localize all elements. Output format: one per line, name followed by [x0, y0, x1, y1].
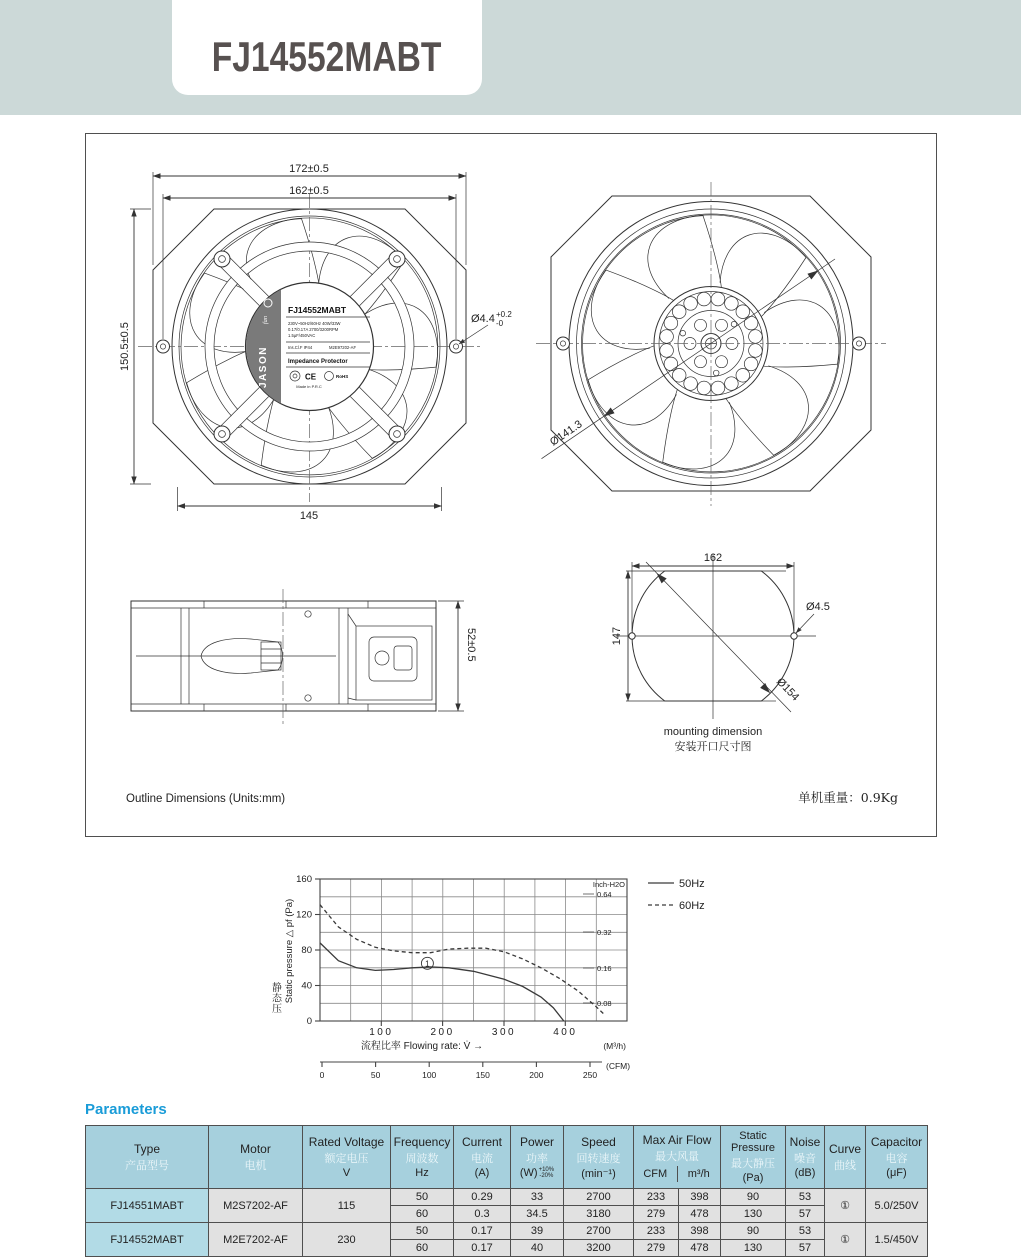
- cell: 53: [786, 1189, 825, 1206]
- cell: 3180: [564, 1206, 634, 1223]
- brand-prefix: fan: [262, 315, 269, 325]
- ce-mark: CE: [305, 372, 317, 382]
- cell: 50: [391, 1189, 454, 1206]
- mounting-dimension-drawing: [611, 552, 830, 753]
- cell: M2E7202-AF: [209, 1223, 303, 1257]
- outline-dimensions-panel: [85, 133, 937, 837]
- dim-outer-width: 172±0.5: [289, 163, 329, 175]
- cell: 34.5: [511, 1206, 564, 1223]
- mounting-dimensions: [611, 552, 830, 703]
- dim-inner-width: 162±0.5: [289, 185, 329, 197]
- col-current-header: Current 电流 (A): [454, 1126, 511, 1189]
- page-title: FJ14552MABT: [212, 33, 442, 80]
- col-capacitor-header: Capacitor 电容 (μF): [866, 1126, 928, 1189]
- cell: 279: [634, 1240, 679, 1257]
- rohs-mark: RoHS: [336, 374, 349, 379]
- col-noise-header: Noise 噪音 (dB): [786, 1126, 825, 1189]
- mounting-caption-zh: 安装开口尺寸图: [674, 741, 752, 753]
- table-row: [86, 1223, 928, 1240]
- y-tick: 40: [301, 980, 312, 992]
- nameplate-model: FJ14552MABT: [288, 305, 347, 315]
- dim-hole-dia: Ø4.4: [471, 313, 495, 325]
- col-voltage-header: Rated Voltage 额定电压 V: [303, 1126, 391, 1189]
- outline-drawing: [86, 134, 936, 836]
- x-axis-label: 流程比率 Flowing rate: V̇ →: [360, 1041, 484, 1052]
- legend-60hz-label: 60Hz: [679, 900, 705, 912]
- parameters-table: [85, 1125, 928, 1257]
- table-header-row: [86, 1126, 928, 1189]
- right-tick: 0.08: [597, 999, 612, 1008]
- cell: 60: [391, 1240, 454, 1257]
- cell-curve: ①: [825, 1223, 866, 1257]
- cell: 39: [511, 1223, 564, 1240]
- x-axis-unit: (M³/h): [603, 1041, 626, 1051]
- unit-weight-note: 单机重量：0.9Kg: [798, 790, 898, 805]
- cfm-axis-unit: (CFM): [606, 1061, 631, 1071]
- cell: 60: [391, 1206, 454, 1223]
- col-pressure-header: Static Pressure 最大静压 (Pa): [721, 1126, 786, 1189]
- cfm-tick: 100: [422, 1070, 437, 1080]
- performance-chart: [250, 855, 820, 1095]
- cell: 90: [721, 1223, 786, 1240]
- cell: 0.17: [454, 1240, 511, 1257]
- cell: 230: [303, 1223, 391, 1257]
- x-tick: 100: [369, 1027, 394, 1038]
- nameplate-origin: Made in P.R.C: [296, 384, 322, 389]
- x-tick: 400: [553, 1027, 578, 1038]
- curve-marker: [421, 957, 433, 969]
- nameplate-spec5: M2E97202-AF: [329, 345, 356, 350]
- dim-height: 150.5±0.5: [119, 322, 131, 371]
- cell: 5.0/250V: [866, 1189, 928, 1223]
- cell: 130: [721, 1206, 786, 1223]
- cell: 279: [634, 1206, 679, 1223]
- col-motor-header: Motor 电机: [209, 1126, 303, 1189]
- cell: 1.5/450V: [866, 1223, 928, 1257]
- y-tick: 160: [296, 874, 312, 885]
- parameters-title: Parameters: [85, 1101, 167, 1118]
- cell: 478: [679, 1206, 721, 1223]
- cell: 398: [679, 1189, 721, 1206]
- cell-type: FJ14552MABT: [86, 1223, 209, 1257]
- col-airflow-header: Max Air Flow 最大风量 CFM m³/h: [634, 1126, 721, 1189]
- title-box: [172, 0, 482, 95]
- col-curve-header: Curve 曲线: [825, 1126, 866, 1189]
- dim-hole-tol-plus: +0.2: [496, 310, 512, 319]
- cell: 50: [391, 1223, 454, 1240]
- y-tick: 0: [306, 1016, 312, 1027]
- cell: 40: [511, 1240, 564, 1257]
- col-speed-header: Speed 回转速度 (min⁻¹): [564, 1126, 634, 1189]
- cell: 130: [721, 1240, 786, 1257]
- right-tick: 0.64: [597, 890, 612, 899]
- cell-type: FJ14551MABT: [86, 1189, 209, 1223]
- cell: 478: [679, 1240, 721, 1257]
- header-banner: [0, 0, 1021, 115]
- cell: 233: [634, 1223, 679, 1240]
- y-axis-label-en: Static pressure △ pf (Pa): [284, 898, 295, 1004]
- cell: 2700: [564, 1189, 634, 1206]
- outline-note: Outline Dimensions (Units:mm): [126, 793, 286, 805]
- right-axis-label: Inch-H2O: [592, 880, 625, 889]
- cell: 3200: [564, 1240, 634, 1257]
- nameplate: [246, 283, 374, 411]
- cfm-tick: 50: [370, 1070, 381, 1080]
- cell: 115: [303, 1189, 391, 1223]
- cell: 398: [679, 1223, 721, 1240]
- y-axis-ticks: [296, 874, 320, 1027]
- rear-dimensions: [542, 259, 836, 459]
- cfm-tick: 150: [475, 1070, 490, 1080]
- y-axis-label-zh: 静态压: [272, 983, 282, 1015]
- y-tick: 80: [301, 945, 312, 956]
- cell: 0.3: [454, 1206, 511, 1223]
- x-tick: 300: [491, 1027, 517, 1038]
- nameplate-spec4: Ins.Cl.F IP44: [288, 345, 313, 350]
- dim-depth: 52±0.5: [465, 628, 477, 662]
- x-axis-ticks: [369, 1021, 577, 1038]
- chart-legend: [648, 878, 705, 912]
- front-view-drawing: [119, 163, 512, 522]
- cell: 90: [721, 1189, 786, 1206]
- side-view-drawing: [131, 589, 477, 724]
- rear-view-drawing: [536, 182, 886, 506]
- legend-50hz-label: 50Hz: [679, 878, 705, 890]
- cell: M2S7202-AF: [209, 1189, 303, 1223]
- table-row: [86, 1189, 928, 1206]
- dim-mounting-width: 162: [703, 552, 723, 564]
- mounting-caption-en: mounting dimension: [663, 726, 763, 738]
- right-axis: [583, 880, 625, 1008]
- dim-mounting-hole-dia: Ø4.5: [806, 601, 830, 613]
- cfm-tick: 250: [582, 1070, 598, 1080]
- cell: 33: [511, 1189, 564, 1206]
- y-tick: 120: [296, 909, 312, 921]
- cell: 0.17: [454, 1223, 511, 1240]
- right-tick: 0.32: [597, 928, 612, 937]
- cell: 233: [634, 1189, 679, 1206]
- side-dimensions: [438, 601, 477, 711]
- dim-mounting-circle-dia: Ø154: [773, 675, 802, 704]
- right-tick: 0.16: [597, 964, 612, 973]
- dim-hole-tol-minus: -0: [496, 319, 504, 328]
- cell-curve: ①: [825, 1189, 866, 1223]
- svg-text:1: 1: [425, 959, 430, 969]
- nameplate-spec2: 0.17/0.17A 2700/3200RPM: [288, 327, 339, 332]
- series-60hz-line: [320, 905, 604, 1014]
- cell: 2700: [564, 1223, 634, 1240]
- dim-mounting-height: 147: [611, 626, 623, 646]
- x-tick: 200: [430, 1027, 455, 1038]
- parameters-section: [85, 1125, 928, 1257]
- chart-grid: [320, 879, 627, 1021]
- col-frequency-header: Frequency 周波数 Hz: [391, 1126, 454, 1189]
- cfm-tick: 200: [529, 1070, 544, 1080]
- cfm-tick: 0: [319, 1070, 325, 1080]
- cell: 53: [786, 1223, 825, 1240]
- dim-bottom-width: 145: [299, 510, 319, 522]
- cell: 0.29: [454, 1189, 511, 1206]
- col-type-header: Type 产品型号: [86, 1126, 209, 1189]
- nameplate-spec1: 230V~50Hz/60Hz 40W/33W: [288, 321, 341, 326]
- cell: 57: [786, 1206, 825, 1223]
- cfm-axis: [320, 1061, 631, 1080]
- dim-blade-dia: Ø141.3: [547, 418, 585, 449]
- cell: 57: [786, 1240, 825, 1257]
- brand-name: JASON: [258, 346, 269, 388]
- nameplate-protector: Impedance Protector: [288, 359, 348, 365]
- series-50hz-line: [320, 943, 564, 1021]
- nameplate-spec3: 1.5μF/450VAC: [288, 333, 316, 338]
- col-power-header: Power 功率 (W) +10% -20%: [511, 1126, 564, 1189]
